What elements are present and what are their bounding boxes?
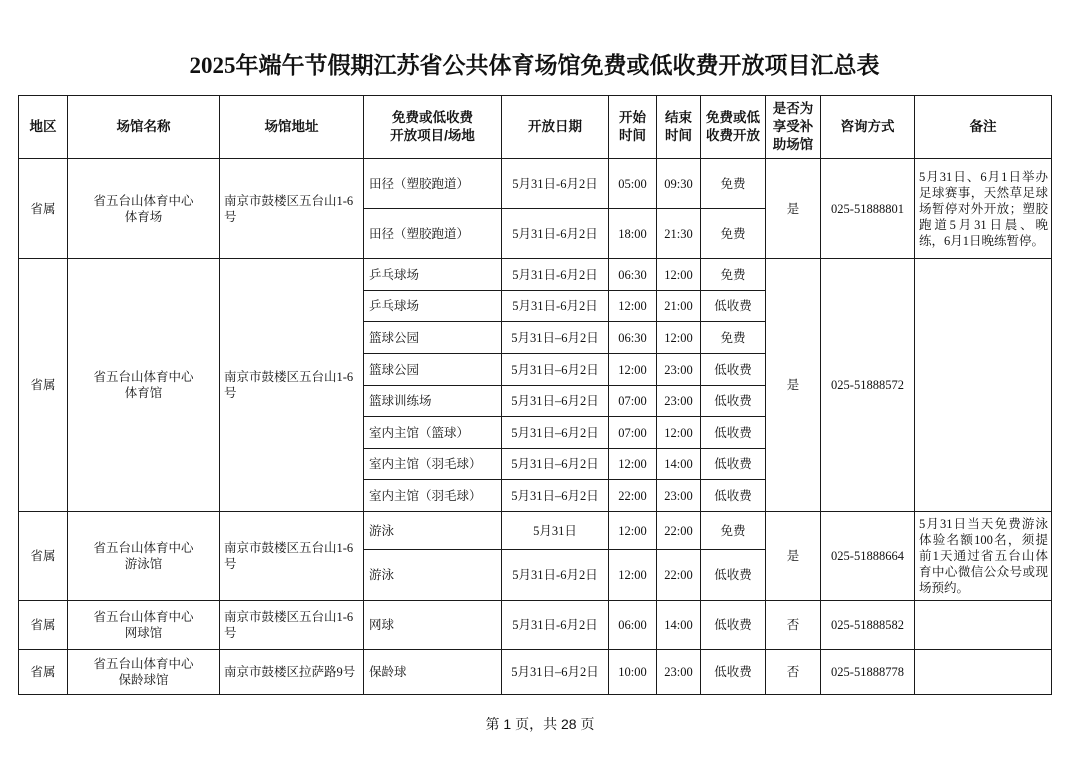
fee-type-cell: 低收费 <box>701 550 766 601</box>
venue-name-cell: 省五台山体育中心 体育场 <box>68 159 220 259</box>
item-cell: 游泳 <box>364 512 502 550</box>
venue-address-cell: 南京市鼓楼区拉萨路9号 <box>220 650 364 695</box>
item-cell: 篮球公园 <box>364 354 502 386</box>
header-region: 地区 <box>19 96 68 159</box>
open-date-cell: 5月31日–6月2日 <box>502 417 609 449</box>
contact-cell: 025-51888572 <box>821 259 915 512</box>
table-row <box>19 512 1052 550</box>
open-date-cell: 5月31日-6月2日 <box>502 601 609 650</box>
item-cell: 乒乓球场 <box>364 291 502 322</box>
fee-type-cell: 免费 <box>701 512 766 550</box>
table-row <box>19 159 1052 209</box>
header-venue-address: 场馆地址 <box>220 96 364 159</box>
region-cell: 省属 <box>19 259 68 512</box>
subsidized-cell: 是 <box>766 159 821 259</box>
note-cell <box>915 259 1052 512</box>
header-open-date: 开放日期 <box>502 96 609 159</box>
item-cell: 田径（塑胶跑道） <box>364 209 502 259</box>
page-indicator: 第 1 页，共 28 页 <box>485 716 595 732</box>
table-row <box>19 650 1052 695</box>
region-cell: 省属 <box>19 159 68 259</box>
note-cell: 5月31日当天免费游泳体验名额100名，须提前1天通过省五台山体育中心微信公众号或现场预约。 <box>915 512 1052 601</box>
contact-cell: 025-51888664 <box>821 512 915 601</box>
fee-type-cell: 免费 <box>701 322 766 354</box>
fee-type-cell: 低收费 <box>701 480 766 512</box>
start-time-cell: 07:00 <box>609 417 657 449</box>
end-time-cell: 23:00 <box>657 354 701 386</box>
end-time-cell: 23:00 <box>657 650 701 695</box>
note-cell <box>915 601 1052 650</box>
region-cell: 省属 <box>19 650 68 695</box>
open-date-cell: 5月31日–6月2日 <box>502 322 609 354</box>
venue-address-cell: 南京市鼓楼区五台山1-6号 <box>220 512 364 601</box>
end-time-cell: 23:00 <box>657 386 701 417</box>
start-time-cell: 05:00 <box>609 159 657 209</box>
end-time-cell: 12:00 <box>657 417 701 449</box>
venue-address-cell: 南京市鼓楼区五台山1-6号 <box>220 159 364 259</box>
open-date-cell: 5月31日–6月2日 <box>502 650 609 695</box>
open-date-cell: 5月31日–6月2日 <box>502 354 609 386</box>
header-venue-name: 场馆名称 <box>68 96 220 159</box>
header-note: 备注 <box>915 96 1052 159</box>
subsidized-cell: 否 <box>766 650 821 695</box>
header-fee-type: 免费或低 收费开放 <box>701 96 766 159</box>
table-row <box>19 601 1052 650</box>
item-cell: 田径（塑胶跑道） <box>364 159 502 209</box>
fee-type-cell: 免费 <box>701 209 766 259</box>
fee-type-cell: 免费 <box>701 159 766 209</box>
end-time-cell: 23:00 <box>657 480 701 512</box>
start-time-cell: 12:00 <box>609 354 657 386</box>
venue-name-cell: 省五台山体育中心 网球馆 <box>68 601 220 650</box>
region-cell: 省属 <box>19 601 68 650</box>
open-date-cell: 5月31日-6月2日 <box>502 159 609 209</box>
open-date-cell: 5月31日-6月2日 <box>502 550 609 601</box>
open-date-cell: 5月31日 <box>502 512 609 550</box>
fee-type-cell: 低收费 <box>701 354 766 386</box>
fee-type-cell: 低收费 <box>701 291 766 322</box>
open-date-cell: 5月31日–6月2日 <box>502 386 609 417</box>
note-cell <box>915 650 1052 695</box>
fee-type-cell: 低收费 <box>701 650 766 695</box>
start-time-cell: 10:00 <box>609 650 657 695</box>
item-cell: 室内主馆（篮球） <box>364 417 502 449</box>
region-cell: 省属 <box>19 512 68 601</box>
item-cell: 篮球公园 <box>364 322 502 354</box>
item-cell: 游泳 <box>364 550 502 601</box>
venue-summary-table <box>18 95 1052 695</box>
subsidized-cell: 是 <box>766 259 821 512</box>
start-time-cell: 06:30 <box>609 259 657 291</box>
item-cell: 乒乓球场 <box>364 259 502 291</box>
start-time-cell: 12:00 <box>609 291 657 322</box>
end-time-cell: 21:00 <box>657 291 701 322</box>
fee-type-cell: 低收费 <box>701 386 766 417</box>
start-time-cell: 12:00 <box>609 449 657 480</box>
end-time-cell: 09:30 <box>657 159 701 209</box>
open-date-cell: 5月31日-6月2日 <box>502 209 609 259</box>
end-time-cell: 14:00 <box>657 449 701 480</box>
open-date-cell: 5月31日–6月2日 <box>502 449 609 480</box>
venue-address-cell: 南京市鼓楼区五台山1-6号 <box>220 601 364 650</box>
open-date-cell: 5月31日–6月2日 <box>502 480 609 512</box>
start-time-cell: 07:00 <box>609 386 657 417</box>
header-contact: 咨询方式 <box>821 96 915 159</box>
page-title: 2025年端午节假期江苏省公共体育场馆免费或低收费开放项目汇总表 <box>189 53 880 78</box>
end-time-cell: 14:00 <box>657 601 701 650</box>
item-cell: 室内主馆（羽毛球） <box>364 480 502 512</box>
contact-cell: 025-51888801 <box>821 159 915 259</box>
venue-name-cell: 省五台山体育中心 游泳馆 <box>68 512 220 601</box>
table-row <box>19 259 1052 291</box>
end-time-cell: 12:00 <box>657 322 701 354</box>
contact-cell: 025-51888582 <box>821 601 915 650</box>
contact-cell: 025-51888778 <box>821 650 915 695</box>
fee-type-cell: 低收费 <box>701 449 766 480</box>
header-item: 免费或低收费 开放项目/场地 <box>364 96 502 159</box>
start-time-cell: 18:00 <box>609 209 657 259</box>
start-time-cell: 12:00 <box>609 512 657 550</box>
item-cell: 篮球训练场 <box>364 386 502 417</box>
fee-type-cell: 免费 <box>701 259 766 291</box>
end-time-cell: 21:30 <box>657 209 701 259</box>
end-time-cell: 22:00 <box>657 512 701 550</box>
item-cell: 室内主馆（羽毛球） <box>364 449 502 480</box>
fee-type-cell: 低收费 <box>701 417 766 449</box>
start-time-cell: 06:30 <box>609 322 657 354</box>
item-cell: 网球 <box>364 601 502 650</box>
start-time-cell: 12:00 <box>609 550 657 601</box>
open-date-cell: 5月31日-6月2日 <box>502 259 609 291</box>
start-time-cell: 22:00 <box>609 480 657 512</box>
end-time-cell: 22:00 <box>657 550 701 601</box>
header-end-time: 结束 时间 <box>657 96 701 159</box>
start-time-cell: 06:00 <box>609 601 657 650</box>
header-start-time: 开始 时间 <box>609 96 657 159</box>
venue-name-cell: 省五台山体育中心 体育馆 <box>68 259 220 512</box>
header-subsidized: 是否为 享受补 助场馆 <box>766 96 821 159</box>
subsidized-cell: 否 <box>766 601 821 650</box>
venue-name-cell: 省五台山体育中心 保龄球馆 <box>68 650 220 695</box>
item-cell: 保龄球 <box>364 650 502 695</box>
end-time-cell: 12:00 <box>657 259 701 291</box>
fee-type-cell: 低收费 <box>701 601 766 650</box>
subsidized-cell: 是 <box>766 512 821 601</box>
note-cell: 5月31日、6月1日举办足球赛事，天然草足球场暂停对外开放；塑胶跑道5月31日晨、晚练，6月1日晚练暂停。 <box>915 159 1052 259</box>
open-date-cell: 5月31日-6月2日 <box>502 291 609 322</box>
venue-address-cell: 南京市鼓楼区五台山1-6号 <box>220 259 364 512</box>
header-row <box>19 96 1052 159</box>
